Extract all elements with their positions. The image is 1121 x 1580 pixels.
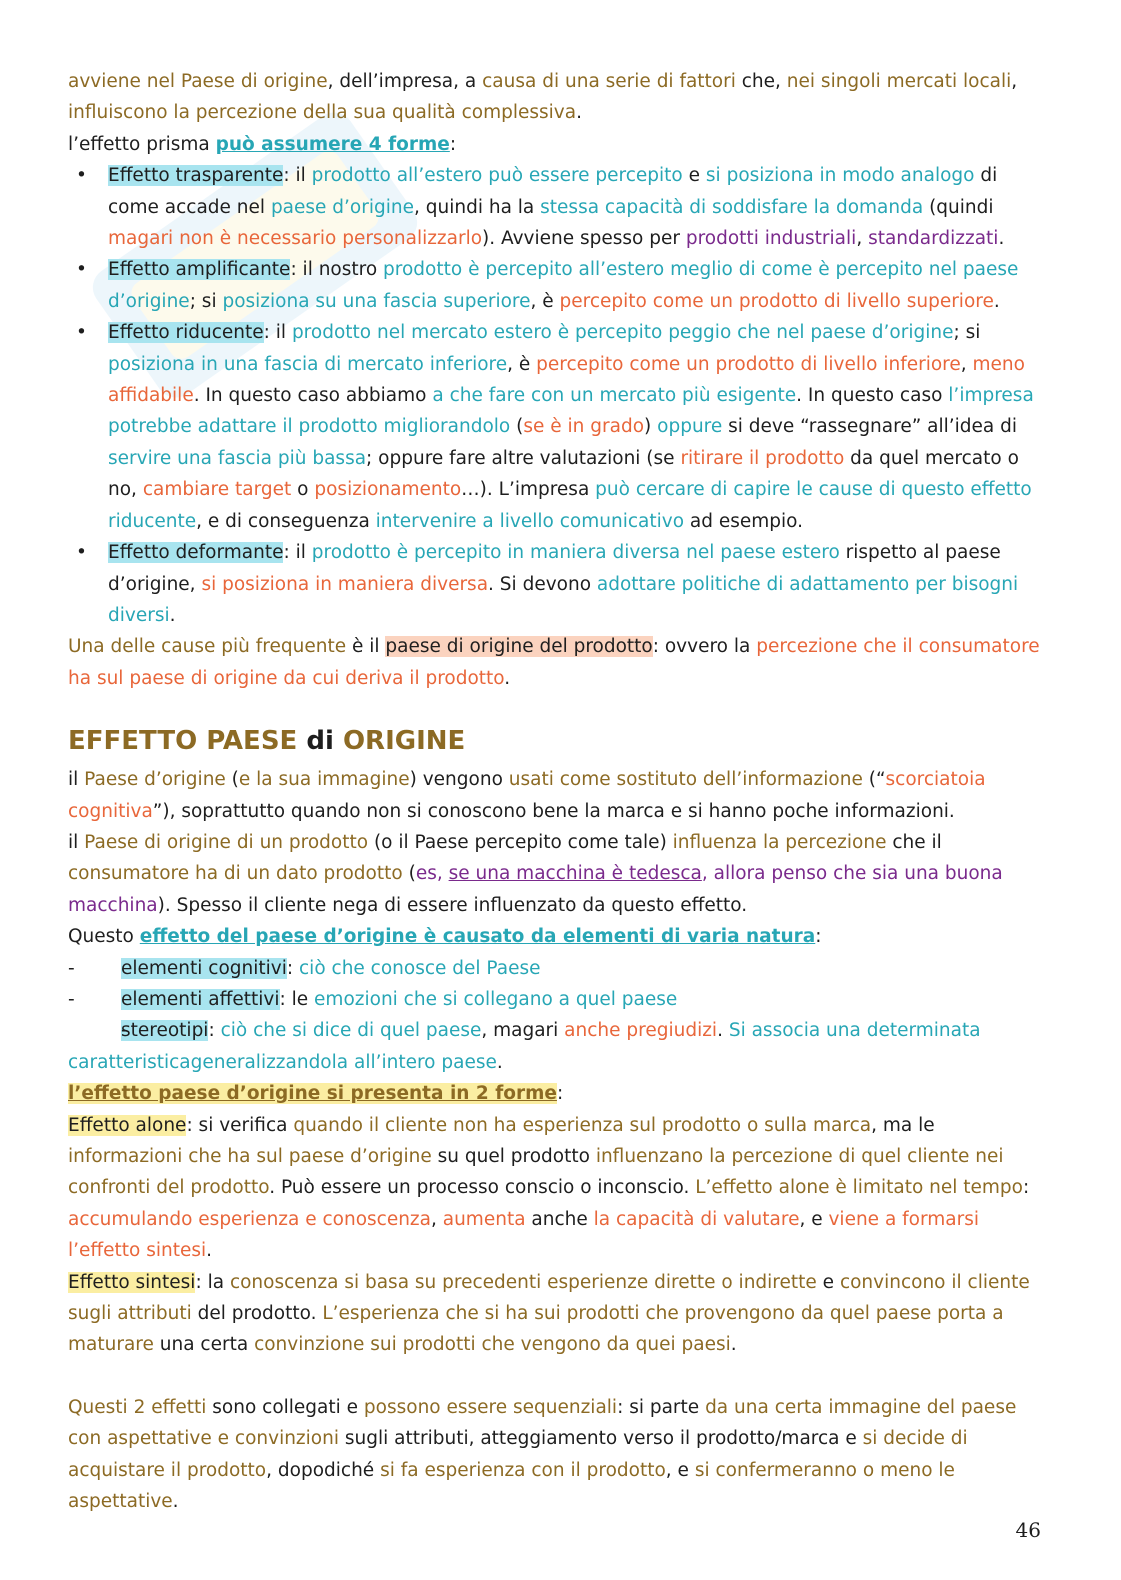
list-item-affettivi: - elementi affettivi: le emozioni che si collegano a quel paese (68, 984, 1043, 1015)
paragraph-gap (68, 1361, 1043, 1392)
paragraph-origin-info: il Paese d’origine (e la sua immagine) vengono usati come sostituto dell’informazione (“scorciatoia cognitiva”), soprattutto quando non si conoscono bene la marca e si hanno poche informazioni. (68, 769, 986, 822)
paragraph-effetto-alone: Effetto alone: si verifica quando il cliente non ha esperienza sul prodotto o sulla marca, ma le informazioni che ha sul paese d’origine su quel prodotto influenzano la percezione di quel cliente nei confronti del prodotto. Può essere un processo conscio o inconscio. L’effetto alone è limitato nel tempo: accumulando esperienza e conoscenza, aumenta anche la capacità di valutare, e viene a formarsi l’effetto sintesi. (68, 1114, 1030, 1262)
cause-paragraph: Una delle cause più frequente è il paese di origine del prodotto: ovvero la percezione che il consumatore ha sul paese di origine da cui deriva il prodotto. (68, 636, 1040, 689)
prism-forms-list (68, 160, 1043, 631)
intro-paragraph: avviene nel Paese di origine, dell’impresa, a causa di una serie di fattori che, nei singoli mercati locali, influiscono la percezione della sua qualità complessiva. (68, 71, 1018, 124)
paragraph-origin-influence: il Paese di origine di un prodotto (o il Paese percepito come tale) influenza la percezione che il consumatore ha di un dato prodotto (es, se una macchina è tedesca, allora penso che sia una buona macchina). Spesso il cliente nega di essere influenzato da questo effetto. (68, 831, 1003, 916)
paragraph-elements-intro: Questo effetto del paese d’origine è causato da elementi di varia natura: (68, 926, 822, 948)
list-item-stereotipi: - stereotipi: ciò che si dice di quel paese, magari anche pregiudizi. Si associa una determinata caratteristicageneralizzandola all’intero paese. (68, 1015, 1043, 1078)
list-item-amplificante: • Effetto amplificante: il nostro prodotto è percepito all’estero meglio di come è percepito nel paese d’origine; si posiziona su una fascia superiore, è percepito come un prodotto di livello superiore. (68, 254, 1043, 317)
paragraph-effetto-sintesi: Effetto sintesi: la conoscenza si basa su precedenti esperienze dirette o indirette e convincono il cliente sugli attributi del prodotto. L’esperienza che si ha sui prodotti che provengono da quel paese porta a maturare una certa convinzione sui prodotti che vengono da quei paesi. (68, 1271, 1030, 1356)
elements-list (68, 953, 1043, 1079)
list-item-trasparente: • Effetto trasparente: il prodotto all’estero può essere percepito e si posiziona in modo analogo di come accade nel paese d’origine, quindi ha la stessa capacità di soddisfare la domanda (quindi magari non è necessario personalizzarlo). Avviene spesso per prodotti industriali, standardizzati. (68, 160, 1043, 254)
document-page (68, 66, 1043, 1517)
list-item-riducente: • Effetto riducente: il prodotto nel mercato estero è percepito peggio che nel paese d’origine; si posiziona in una fascia di mercato inferiore, è percepito come un prodotto di livello inferiore, meno affidabile. In questo caso abbiamo a che fare con un mercato più esigente. In questo caso l’impresa potrebbe adattare il prodotto migliorandolo (se è in grado) oppure si deve “rassegnare” all’idea di servire una fascia più bassa; oppure fare altre valutazioni (se ritirare il prodotto da quel mercato o no, cambiare target o posizionamento…). L’impresa può cercare di capire le cause di questo effetto riducente, e di conseguenza intervenire a livello comunicativo ad esempio. (68, 317, 1043, 537)
list-item-cognitivi: - elementi cognitivi: ciò che conosce del Paese (68, 953, 1043, 984)
paragraph-sequential-effects: Questi 2 effetti sono collegati e possono essere sequenziali: si parte da una certa immagine del paese con aspettative e convinzioni sugli attributi, atteggiamento verso il prodotto/marca e si decide di acquistare il prodotto, dopodiché si fa esperienza con il prodotto, e si confermeranno o meno le aspettative. (68, 1396, 1017, 1513)
page-number: 46 (1015, 1518, 1041, 1542)
paragraph-two-forms: l’effetto paese d’origine si presenta in 2 forme: (68, 1083, 564, 1105)
list-item-deformante: • Effetto deformante: il prodotto è percepito in maniera diversa nel paese estero rispetto al paese d’origine, si posiziona in maniera diversa. Si devono adottare politiche di adattamento per bisogni diversi. (68, 537, 1043, 631)
section-heading: EFFETTO PAESE di ORIGINE (68, 726, 466, 757)
forms-intro: l’effetto prisma può assumere 4 forme: (68, 133, 457, 155)
